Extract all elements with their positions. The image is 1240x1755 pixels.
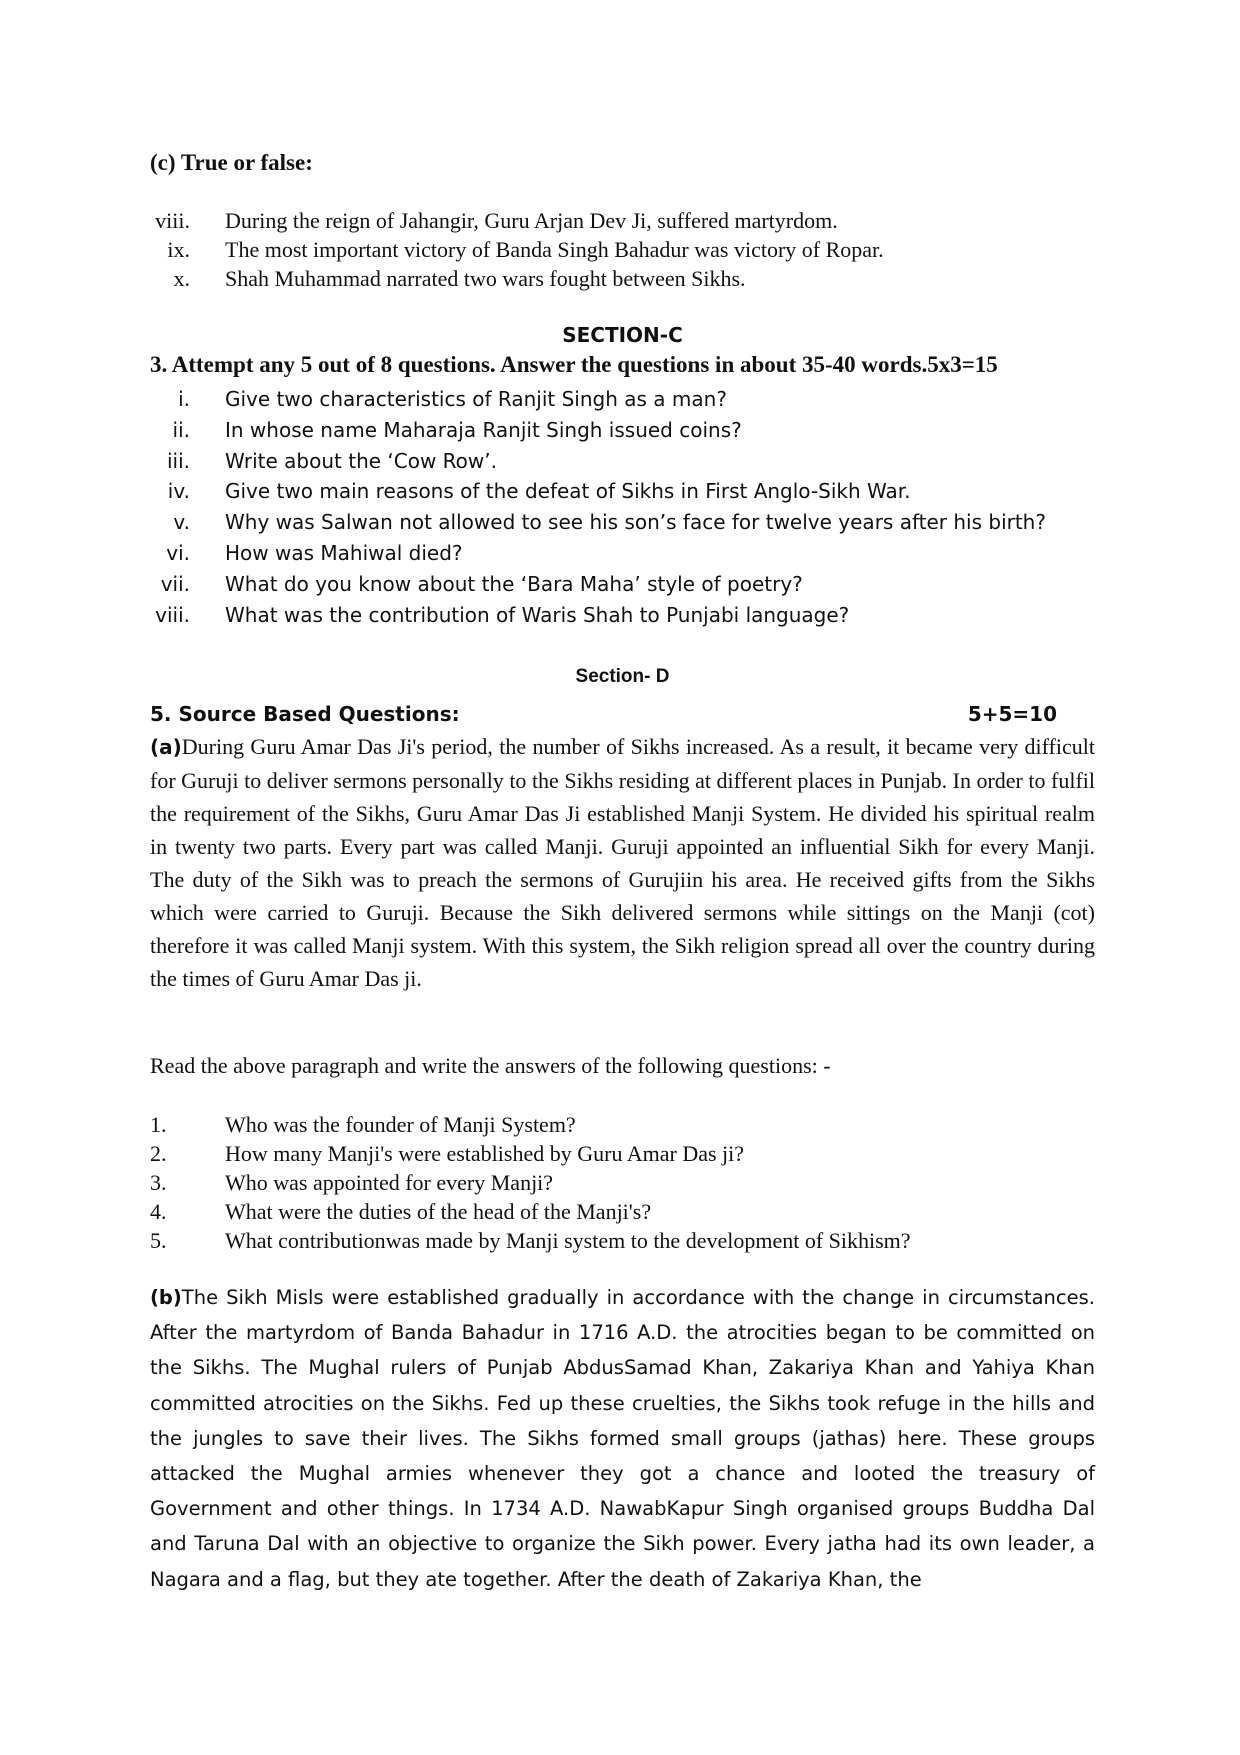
item-number: iii. — [166, 448, 190, 473]
item-number: viii. — [155, 208, 190, 233]
list-item — [150, 415, 1095, 446]
list-item — [150, 1197, 1095, 1226]
list-item — [150, 264, 1095, 293]
item-number: x. — [173, 266, 190, 291]
item-number: viii. — [155, 602, 190, 627]
list-item — [150, 538, 1095, 569]
source-paragraph-a — [150, 730, 1095, 995]
true-false-title: (c) True or false: — [150, 150, 313, 175]
list-item — [150, 235, 1095, 264]
list-item — [150, 1226, 1095, 1255]
section-c-instruction: 3. Attempt any 5 out of 8 questions. Answer the questions in about 35-40 words.5x3=15 — [150, 352, 998, 377]
item-number: ii. — [172, 417, 190, 442]
item-text: Why was Salwan not allowed to see his son’s face for twelve years after his birth? — [225, 510, 1046, 535]
item-number: vii. — [160, 571, 190, 596]
list-item — [150, 1110, 1095, 1139]
item-text: How was Mahiwal died? — [225, 540, 463, 565]
item-text: Give two main reasons of the defeat of Sikhs in First Anglo-Sikh War. — [225, 479, 911, 504]
item-text: In whose name Maharaja Ranjit Singh issued coins? — [225, 417, 742, 442]
item-number: 2. — [150, 1141, 167, 1166]
item-text: What were the duties of the head of the Manji's? — [225, 1199, 652, 1224]
item-number: v. — [173, 510, 190, 535]
item-text: Who was the founder of Manji System? — [225, 1112, 576, 1137]
paragraph-a-question-list — [150, 1110, 1095, 1255]
list-item — [150, 569, 1095, 600]
list-item — [150, 1139, 1095, 1168]
item-text: During the reign of Jahangir, Guru Arjan Dev Ji, suffered martyrdom. — [225, 208, 838, 233]
paragraph-a-label: (a) — [150, 735, 182, 759]
source-questions-marks: 5+5=10 — [967, 702, 1057, 726]
list-item — [150, 446, 1095, 477]
item-number: 5. — [150, 1228, 167, 1253]
item-number: 3. — [150, 1170, 167, 1195]
true-false-list — [150, 206, 1095, 293]
item-number: ix. — [167, 237, 190, 262]
list-item — [150, 507, 1095, 538]
item-text: The most important victory of Banda Singh Bahadur was victory of Ropar. — [225, 237, 884, 262]
item-text: Write about the ‘Cow Row’. — [225, 448, 497, 473]
item-text: What contributionwas made by Manji system to the development of Sikhism? — [225, 1228, 911, 1253]
list-item — [150, 600, 1095, 631]
paragraph-b-label: (b) — [150, 1286, 182, 1309]
list-item — [150, 476, 1095, 507]
list-item — [150, 1168, 1095, 1197]
list-item — [150, 384, 1095, 415]
item-number: i. — [178, 387, 190, 411]
paragraph-a-text: During Guru Amar Das Ji's period, the number of Sikhs increased. As a result, it became very difficult for Guruji to deliver sermons personally to the Sikhs residing at different places in Punjab. In order to fulfil the requirement of the Sikhs, Guru Amar Das Ji established Manji System. He divided his spiritual realm in twenty two parts. Every part was called Manji. Guruji appointed an influential Sikh for every Manji. The duty of the Sikh was to preach the sermons of Gurujiin his area. He received gifts from the Sikhs which were carried to Guruji. Because the Sikh delivered sermons while sittings on the Manji (cot) therefore it was called Manji system. With this system, the Sikh religion spread all over the country during the times of Guru Amar Das ji. — [150, 734, 1095, 991]
item-text: What do you know about the ‘Bara Maha’ style of poetry? — [225, 571, 803, 596]
section-c-heading: SECTION-C — [562, 323, 683, 347]
item-number: 4. — [150, 1199, 167, 1224]
item-text: Shah Muhammad narrated two wars fought between Sikhs. — [225, 266, 746, 291]
item-number: 1. — [150, 1112, 167, 1137]
item-number: vi. — [166, 540, 190, 565]
section-c-question-list — [150, 384, 1095, 630]
source-paragraph-b — [150, 1280, 1095, 1597]
item-text: Who was appointed for every Manji? — [225, 1170, 554, 1195]
paragraph-b-text: The Sikh Misls were established gradually in accordance with the change in circumstances. After the martyrdom of Banda Bahadur in 1716 A.D. the atrocities began to be committed on the Sikhs. The Mughal rulers of Punjab AbdusSamad Khan, Zakariya Khan and Yahiya Khan committed atrocities on the Sikhs. Fed up these cruelties, the Sikhs took refuge in the hills and the jungles to save their lives. The Sikhs formed small groups (jathas) here. These groups attacked the Mughal armies whenever they got a chance and looted the treasury of Government and other things. In 1734 A.D. NawabKapur Singh organised groups Buddha Dal and Taruna Dal with an objective to organize the Sikh power. Every jatha had its own leader, a Nagara and a flag, but they ate together. After the death of Zakariya Khan, the — [150, 1286, 1095, 1591]
item-text: How many Manji's were established by Guru Amar Das ji? — [225, 1141, 745, 1166]
source-questions-title: 5. Source Based Questions: — [150, 702, 460, 726]
item-number: iv. — [167, 479, 190, 504]
list-item — [150, 206, 1095, 235]
item-text: What was the contribution of Waris Shah to Punjabi language? — [225, 602, 850, 627]
section-d-heading: Section- D — [575, 666, 670, 687]
item-text: Give two characteristics of Ranjit Singh as a man? — [225, 387, 727, 411]
read-instruction: Read the above paragraph and write the answers of the following questions: - — [150, 1053, 831, 1078]
source-questions-header — [150, 702, 1095, 726]
